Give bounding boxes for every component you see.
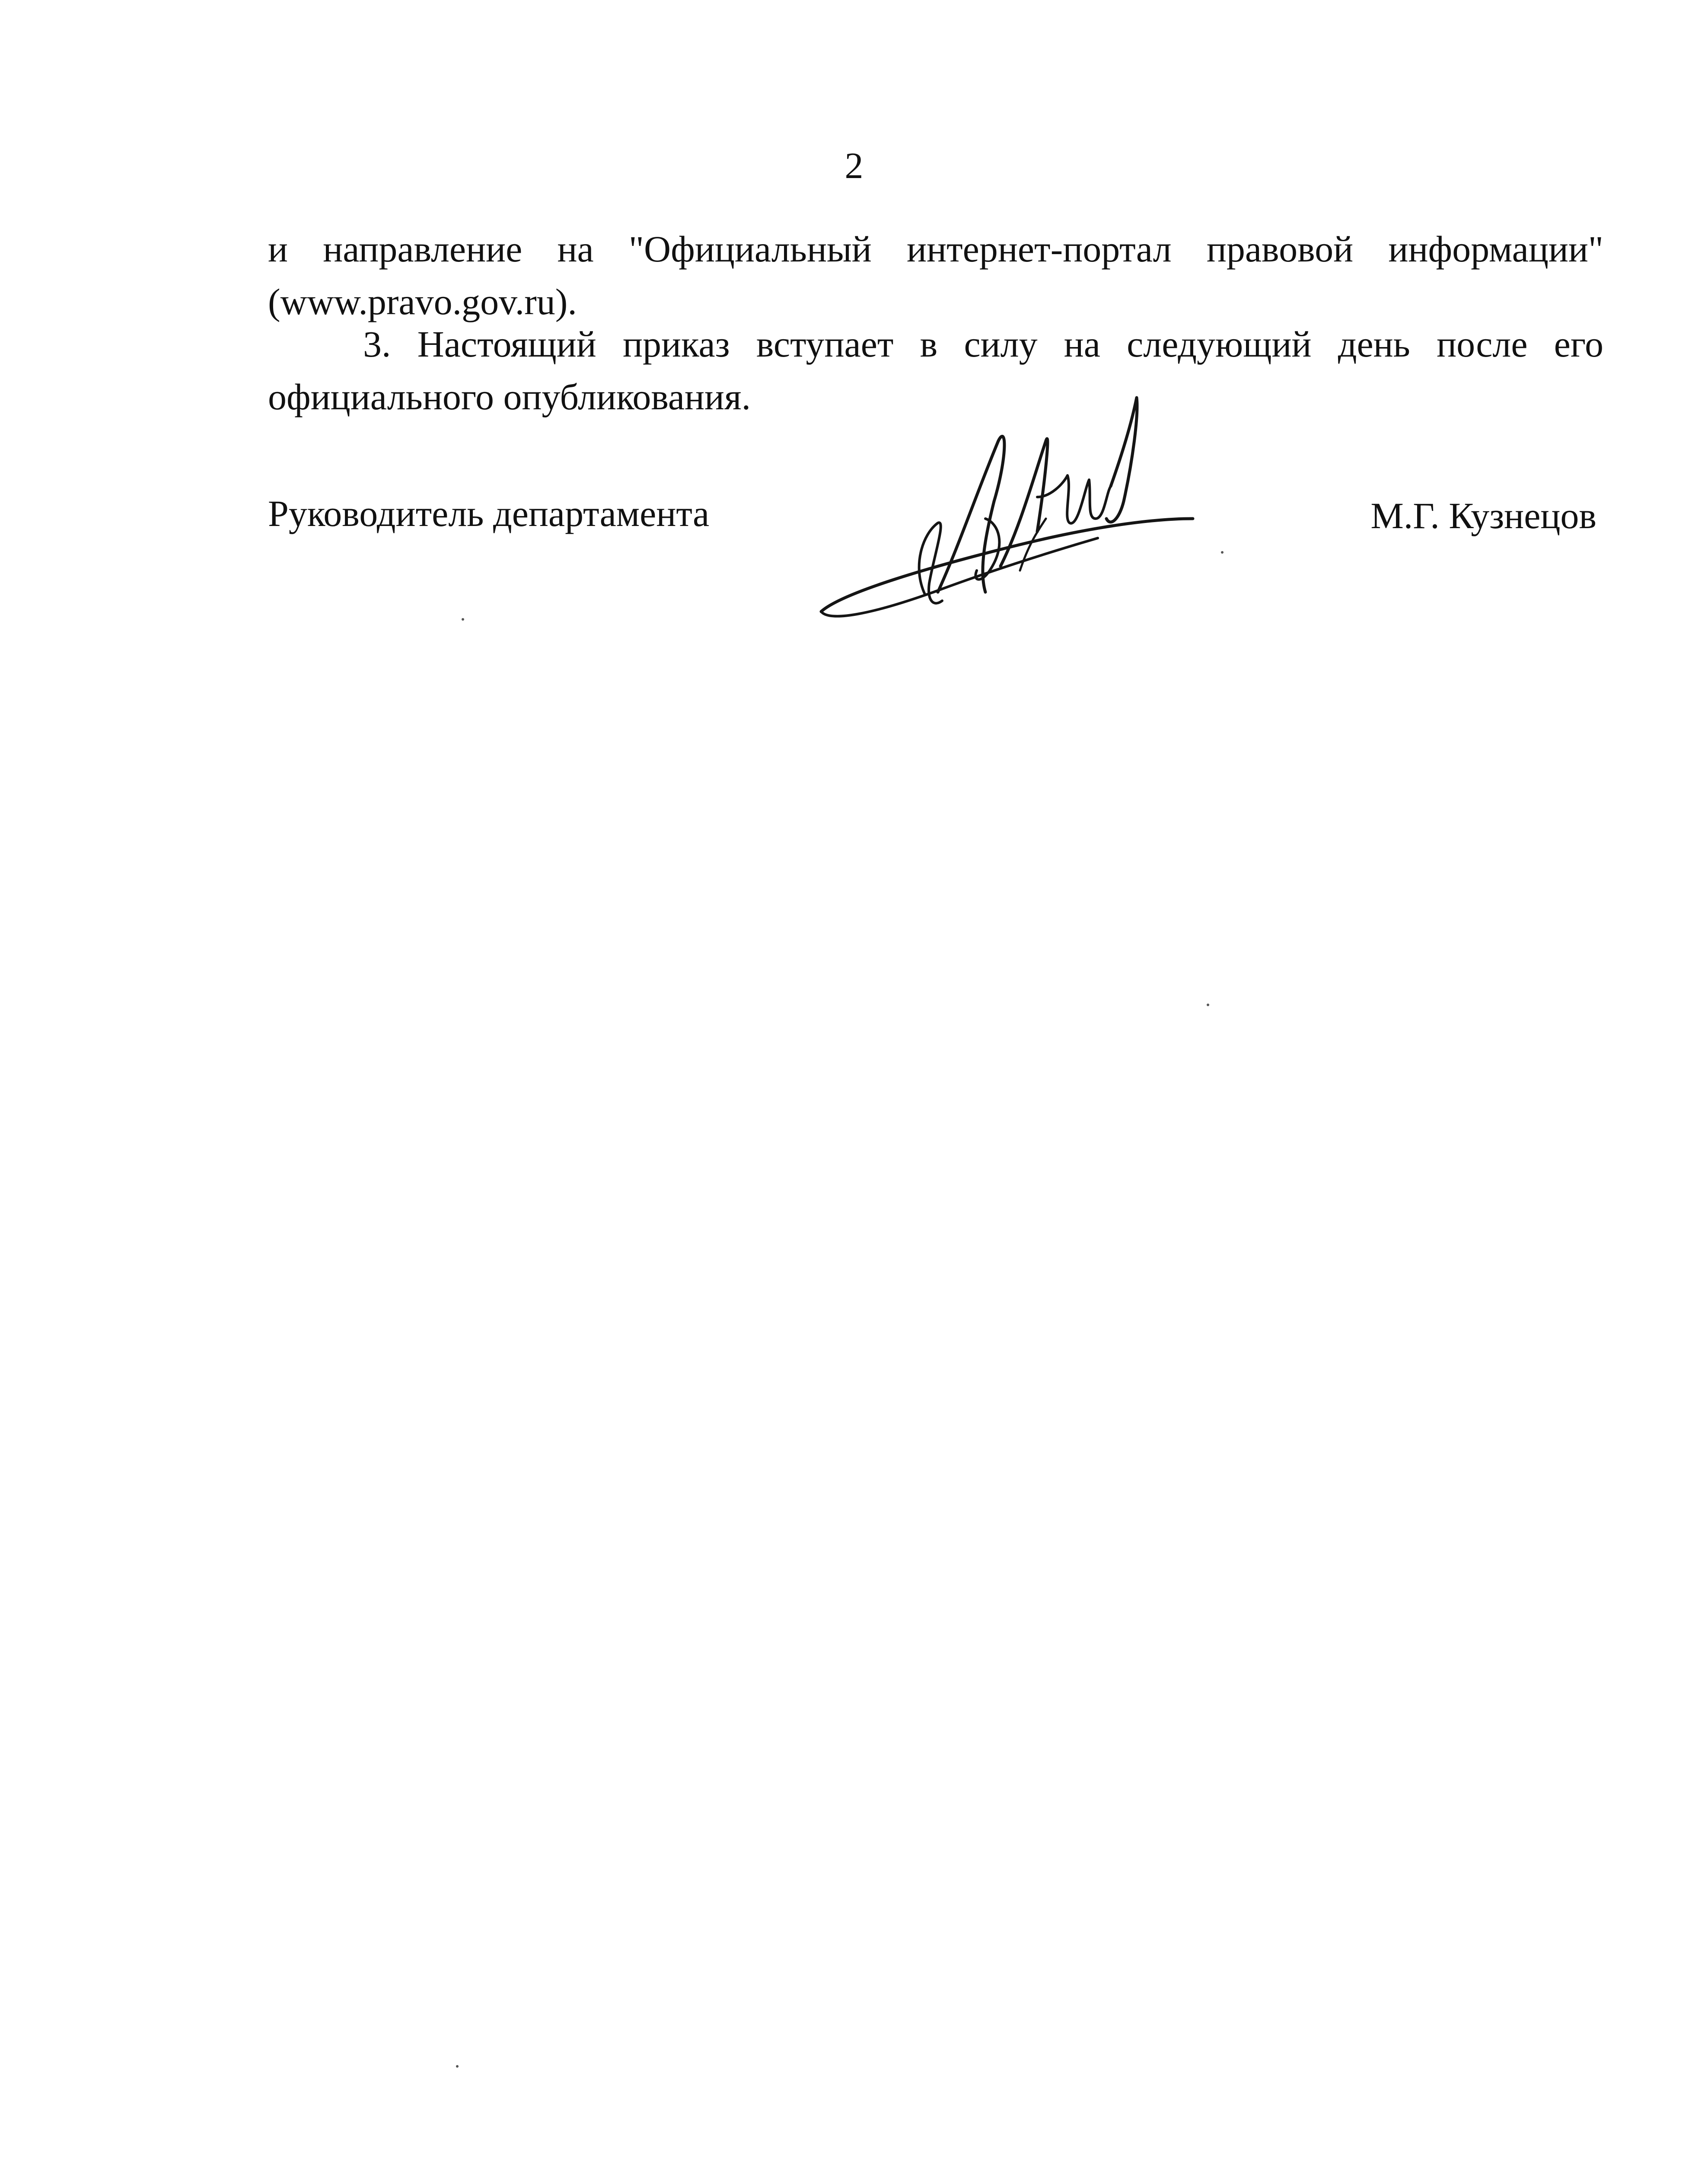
signatory-name: М.Г. Кузнецов [1370,495,1596,536]
text-line: и направление на "Официальный интернет-портал правовой информации" [268,228,1603,270]
scan-speck [456,2065,459,2068]
text-line: 3. Настоящий приказ вступает в силу на следующий день после его [363,323,1603,365]
handwritten-signature [804,389,1210,631]
paragraph-continuation [268,223,1603,328]
scan-speck [462,618,464,621]
text-line: (www.pravo.gov.ru). [268,281,577,322]
scan-speck [1207,1004,1209,1006]
scan-speck [1221,551,1224,554]
page-number: 2 [844,145,864,186]
text-line: официального опубликования. [268,376,751,418]
signatory-title: Руководитель департамента [268,493,710,534]
